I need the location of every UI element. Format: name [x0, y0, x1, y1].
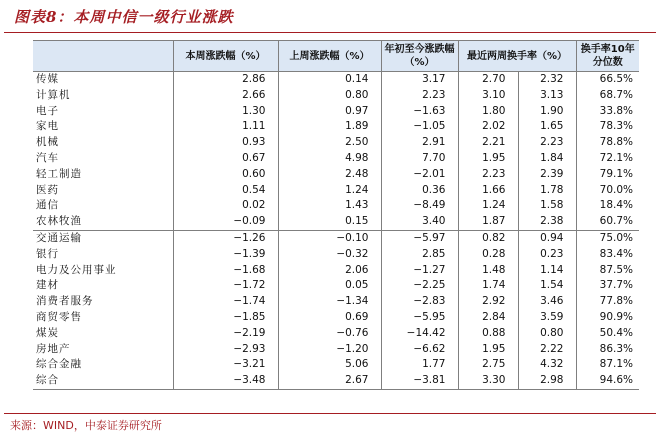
cell-industry: 综合	[33, 373, 173, 389]
table-row	[33, 342, 639, 358]
table-row	[33, 72, 639, 88]
cell-ytd-change: −2.25	[381, 278, 458, 294]
cell-week-change: −1.72	[173, 278, 278, 294]
cell-ytd-change: 2.85	[381, 247, 458, 263]
header-ytd-change: 年初至今涨跌幅（%）	[381, 41, 458, 72]
table-row	[33, 310, 639, 326]
cell-turnover-percentile: 86.3%	[576, 342, 639, 358]
cell-industry: 煤炭	[33, 326, 173, 342]
source-note: 来源：WIND，中泰证券研究所	[10, 419, 162, 432]
cell-turnover-week2: 2.39	[518, 167, 576, 183]
cell-last-week-change: 0.14	[278, 72, 381, 88]
cell-ytd-change: −2.01	[381, 167, 458, 183]
cell-turnover-percentile: 87.1%	[576, 357, 639, 373]
cell-ytd-change: −1.27	[381, 263, 458, 279]
cell-week-change: −3.48	[173, 373, 278, 389]
cell-turnover-week1: 1.24	[458, 198, 518, 214]
cell-week-change: −1.68	[173, 263, 278, 279]
cell-last-week-change: 4.98	[278, 151, 381, 167]
header-week-change: 本周涨跌幅（%）	[173, 41, 278, 72]
cell-last-week-change: −0.76	[278, 326, 381, 342]
cell-turnover-week2: 1.65	[518, 119, 576, 135]
cell-turnover-week2: 2.22	[518, 342, 576, 358]
cell-turnover-percentile: 87.5%	[576, 263, 639, 279]
cell-ytd-change: 1.77	[381, 357, 458, 373]
cell-turnover-percentile: 72.1%	[576, 151, 639, 167]
cell-industry: 建材	[33, 278, 173, 294]
cell-turnover-percentile: 50.4%	[576, 326, 639, 342]
cell-last-week-change: −1.34	[278, 294, 381, 310]
cell-turnover-week2: 1.58	[518, 198, 576, 214]
cell-ytd-change: 0.36	[381, 183, 458, 199]
cell-turnover-week1: 3.10	[458, 88, 518, 104]
cell-week-change: −1.26	[173, 230, 278, 246]
table-row	[33, 357, 639, 373]
cell-turnover-week2: 2.38	[518, 214, 576, 230]
cell-ytd-change: −5.95	[381, 310, 458, 326]
cell-ytd-change: 3.17	[381, 72, 458, 88]
cell-turnover-week2: 4.32	[518, 357, 576, 373]
table-row	[33, 247, 639, 263]
cell-turnover-week1: 1.74	[458, 278, 518, 294]
cell-turnover-week2: 0.94	[518, 230, 576, 246]
cell-ytd-change: −1.05	[381, 119, 458, 135]
cell-turnover-percentile: 78.3%	[576, 119, 639, 135]
cell-last-week-change: 2.50	[278, 135, 381, 151]
cell-turnover-percentile: 77.8%	[576, 294, 639, 310]
cell-last-week-change: 1.43	[278, 198, 381, 214]
cell-last-week-change: 0.69	[278, 310, 381, 326]
cell-industry: 综合金融	[33, 357, 173, 373]
cell-ytd-change: 2.23	[381, 88, 458, 104]
header-turnover: 最近两周换手率（%）	[458, 41, 576, 72]
cell-industry: 传媒	[33, 72, 173, 88]
cell-turnover-percentile: 37.7%	[576, 278, 639, 294]
header-turnover-percentile: 换手率10年分位数	[576, 41, 639, 72]
cell-turnover-week1: 1.80	[458, 104, 518, 120]
cell-industry: 汽车	[33, 151, 173, 167]
cell-industry: 消费者服务	[33, 294, 173, 310]
cell-last-week-change: 0.05	[278, 278, 381, 294]
cell-turnover-week1: 0.28	[458, 247, 518, 263]
cell-turnover-percentile: 78.8%	[576, 135, 639, 151]
cell-turnover-percentile: 70.0%	[576, 183, 639, 199]
cell-industry: 房地产	[33, 342, 173, 358]
table-row	[33, 104, 639, 120]
cell-ytd-change: −3.81	[381, 373, 458, 389]
cell-last-week-change: 2.06	[278, 263, 381, 279]
cell-turnover-week1: 1.95	[458, 151, 518, 167]
table-row	[33, 263, 639, 279]
cell-ytd-change: −6.62	[381, 342, 458, 358]
table-row	[33, 373, 639, 389]
header-row	[33, 41, 639, 72]
cell-week-change: 1.30	[173, 104, 278, 120]
cell-industry: 商贸零售	[33, 310, 173, 326]
cell-ytd-change: −1.63	[381, 104, 458, 120]
cell-ytd-change: −8.49	[381, 198, 458, 214]
cell-turnover-week1: 2.84	[458, 310, 518, 326]
cell-turnover-week2: 2.32	[518, 72, 576, 88]
cell-turnover-week2: 3.13	[518, 88, 576, 104]
cell-turnover-week1: 0.82	[458, 230, 518, 246]
cell-turnover-percentile: 79.1%	[576, 167, 639, 183]
cell-turnover-week2: 2.98	[518, 373, 576, 389]
cell-week-change: −0.09	[173, 214, 278, 230]
cell-industry: 银行	[33, 247, 173, 263]
cell-turnover-week2: 0.80	[518, 326, 576, 342]
cell-industry: 机械	[33, 135, 173, 151]
cell-turnover-week2: 1.90	[518, 104, 576, 120]
cell-ytd-change: −2.83	[381, 294, 458, 310]
cell-week-change: −1.85	[173, 310, 278, 326]
table-row	[33, 230, 639, 246]
cell-week-change: 0.93	[173, 135, 278, 151]
industry-returns-table	[33, 40, 639, 390]
cell-turnover-percentile: 68.7%	[576, 88, 639, 104]
cell-turnover-week1: 2.92	[458, 294, 518, 310]
cell-week-change: 0.54	[173, 183, 278, 199]
table-row	[33, 151, 639, 167]
cell-ytd-change: 7.70	[381, 151, 458, 167]
cell-industry: 轻工制造	[33, 167, 173, 183]
cell-turnover-percentile: 33.8%	[576, 104, 639, 120]
cell-industry: 家电	[33, 119, 173, 135]
header-last-week-change: 上周涨跌幅（%）	[278, 41, 381, 72]
cell-turnover-percentile: 18.4%	[576, 198, 639, 214]
cell-turnover-week1: 0.88	[458, 326, 518, 342]
table-row	[33, 167, 639, 183]
cell-week-change: −2.93	[173, 342, 278, 358]
cell-turnover-week2: 1.78	[518, 183, 576, 199]
cell-turnover-percentile: 75.0%	[576, 230, 639, 246]
cell-turnover-week2: 3.46	[518, 294, 576, 310]
cell-turnover-week1: 1.95	[458, 342, 518, 358]
cell-last-week-change: 1.24	[278, 183, 381, 199]
cell-last-week-change: 0.97	[278, 104, 381, 120]
table-row	[33, 326, 639, 342]
cell-last-week-change: −1.20	[278, 342, 381, 358]
cell-turnover-week2: 1.54	[518, 278, 576, 294]
cell-week-change: −2.19	[173, 326, 278, 342]
cell-turnover-week1: 3.30	[458, 373, 518, 389]
cell-ytd-change: −14.42	[381, 326, 458, 342]
cell-ytd-change: 3.40	[381, 214, 458, 230]
cell-turnover-week1: 1.66	[458, 183, 518, 199]
cell-turnover-percentile: 90.9%	[576, 310, 639, 326]
cell-industry: 农林牧渔	[33, 214, 173, 230]
cell-turnover-week1: 2.21	[458, 135, 518, 151]
cell-week-change: 0.60	[173, 167, 278, 183]
cell-last-week-change: −0.10	[278, 230, 381, 246]
cell-industry: 交通运输	[33, 230, 173, 246]
table-row	[33, 198, 639, 214]
cell-last-week-change: 2.67	[278, 373, 381, 389]
cell-turnover-week1: 1.48	[458, 263, 518, 279]
cell-week-change: 2.86	[173, 72, 278, 88]
cell-week-change: −1.74	[173, 294, 278, 310]
cell-turnover-percentile: 83.4%	[576, 247, 639, 263]
cell-turnover-week2: 1.84	[518, 151, 576, 167]
cell-turnover-week2: 1.14	[518, 263, 576, 279]
cell-turnover-percentile: 66.5%	[576, 72, 639, 88]
cell-turnover-week1: 2.75	[458, 357, 518, 373]
header-industry	[33, 41, 173, 72]
cell-industry: 计算机	[33, 88, 173, 104]
table-row	[33, 294, 639, 310]
cell-ytd-change: 2.91	[381, 135, 458, 151]
top-rule	[4, 32, 656, 33]
table-row	[33, 88, 639, 104]
figure-title: 图表8：本周中信一级行业涨跌	[14, 8, 234, 26]
cell-last-week-change: −0.32	[278, 247, 381, 263]
cell-turnover-week2: 0.23	[518, 247, 576, 263]
cell-week-change: 0.67	[173, 151, 278, 167]
cell-turnover-week1: 2.02	[458, 119, 518, 135]
cell-ytd-change: −5.97	[381, 230, 458, 246]
cell-week-change: 2.66	[173, 88, 278, 104]
cell-week-change: −3.21	[173, 357, 278, 373]
cell-last-week-change: 0.80	[278, 88, 381, 104]
table-body	[33, 72, 639, 390]
table-row	[33, 119, 639, 135]
bottom-rule	[4, 413, 656, 414]
table-row	[33, 278, 639, 294]
cell-week-change: 0.02	[173, 198, 278, 214]
cell-turnover-week2: 2.23	[518, 135, 576, 151]
table-row	[33, 183, 639, 199]
cell-turnover-week1: 2.70	[458, 72, 518, 88]
cell-week-change: −1.39	[173, 247, 278, 263]
cell-industry: 通信	[33, 198, 173, 214]
cell-last-week-change: 1.89	[278, 119, 381, 135]
cell-last-week-change: 2.48	[278, 167, 381, 183]
cell-turnover-week2: 3.59	[518, 310, 576, 326]
cell-industry: 电力及公用事业	[33, 263, 173, 279]
cell-last-week-change: 5.06	[278, 357, 381, 373]
cell-turnover-percentile: 94.6%	[576, 373, 639, 389]
table-row	[33, 135, 639, 151]
cell-week-change: 1.11	[173, 119, 278, 135]
cell-industry: 医药	[33, 183, 173, 199]
cell-industry: 电子	[33, 104, 173, 120]
cell-turnover-week1: 2.23	[458, 167, 518, 183]
cell-turnover-week1: 1.87	[458, 214, 518, 230]
table-row	[33, 214, 639, 230]
cell-last-week-change: 0.15	[278, 214, 381, 230]
cell-turnover-percentile: 60.7%	[576, 214, 639, 230]
